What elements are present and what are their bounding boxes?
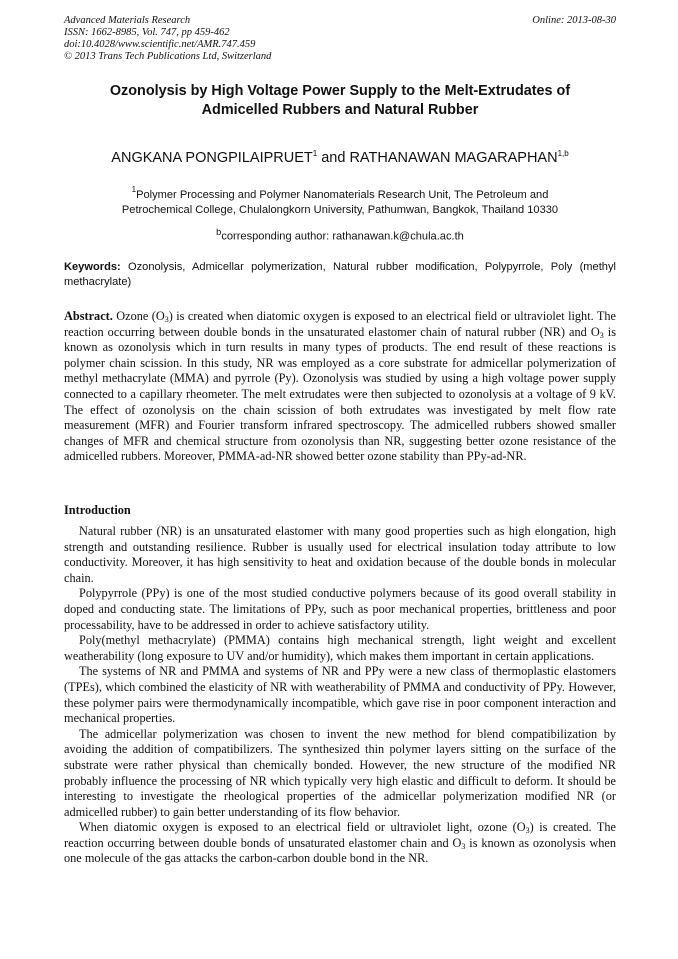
intro-paragraph-3: Poly(methyl methacrylate) (PMMA) contains high mechanical strength, light weight and excellent weatherability (long exposure to UV and/or humidity), which makes them important in certain applications. <box>64 633 616 663</box>
intro-paragraph-1: Natural rubber (NR) is an unsaturated elastomer with many good properties such as high elongation, high strength and outstanding resilience. Rubber is usually used for electrical insulation today attribute to low conductivity. Moreover, it has high sensitivity to heat and oxidation because of the double bonds in molecular chain. <box>64 524 616 585</box>
keywords-label: Keywords: <box>64 261 121 273</box>
author-1-affiliation-mark: 1 <box>312 149 318 158</box>
copyright-line: © 2013 Trans Tech Publications Ltd, Switzerland <box>64 51 272 62</box>
issn-line: ISSN: 1662-8985, Vol. 747, pp 459-462 <box>64 27 230 38</box>
online-date: Online: 2013-08-30 <box>532 15 616 26</box>
introduction-body <box>64 524 616 867</box>
keywords <box>64 260 616 290</box>
affiliation <box>64 185 616 218</box>
affiliation-line-1: $^1$Polymer Processing and Polymer Nanomaterials Research Unit, The Petroleum and <box>131 185 549 201</box>
author-1: ANGKANA PONGPILAIPRUET <box>111 150 313 166</box>
keywords-text: Ozonolysis, Admicellar polymerization, Natural rubber modification, Polypyrrole, Poly (methyl methacrylate) <box>64 261 616 288</box>
affiliation-line-2: Petrochemical College, Chulalongkorn University, Pathumwan, Bangkok, Thailand 10330 <box>121 204 559 216</box>
corresponding-mark: b <box>216 227 222 237</box>
corresponding-author <box>64 225 616 245</box>
affiliation-mark: 1 <box>131 185 137 194</box>
author-conjunction: and <box>317 150 350 166</box>
abstract: Abstract. Ozone $(O_3)$ is created when diatomic oxygen is exposed to an electrical field or ultraviolet light. The reaction occurring between double bonds in the unsaturated elastomer chain of natural rubber (NR) and $O_3$ is known as ozonolysis which in turn results in many types of products. The end result of these reactions is polymer chain scission. In this study, NR was employed as a core substrate for admicellar polymerization of methyl methacrylate (MMA) and pyrrole (Py). Ozonolysis was studied by using a high voltage power supply connected to a capillary rheometer. The melt extrudates were then subjected to ozonolysis at a voltage of 9 kV. The effect of ozonolysis on the chain scission of both extrudates was investigated by melt flow rate measurement (MFR) and Fourier transform infrared spectroscopy. The admicelled rubbers showed smaller changes of MFR and chemical structure from ozonolysis than NR, suggesting better ozone resistance of the admicelled rubbers. Moreover, PMMA-ad-NR showed better ozone stability than PPy-ad-NR. <box>64 309 616 464</box>
corresponding-email: corresponding author: rathanawan.k@chula.ac.th <box>221 230 464 243</box>
author-2-affiliation-mark: 1,b <box>557 149 569 158</box>
journal-name: Advanced Materials Research <box>64 15 191 26</box>
title-line-2: Admicelled Rubbers and Natural Rubber <box>201 102 479 118</box>
running-header <box>64 15 616 63</box>
intro-paragraph-5: The admicellar polymerization was chosen to invent the new method for blend compatibilization by avoiding the addition of compatibilizers. The synthesized thin polymer layers sitting on the surface of the substrate were rather physical than chemically bonded. However, the new structure of the modified NR probably influence the processing of NR which typically very high elastic and difficult to deform. It should be interesting to investigate the rheological properties of the admicellar polymerization modified NR (or admicelled rubber) to gain better understanding of its flow behavior. <box>64 726 616 819</box>
intro-paragraph-4: The systems of NR and PMMA and systems of NR and PPy were a new class of thermoplastic elastomers (TPEs), which combined the elasticity of NR with weatherability of PMMA and conductivity of PPy. However, these polymer pairs were thermodynamically incompatible, which gave rise in poor component interaction and mechanical properties. <box>64 664 616 726</box>
intro-paragraph-6: When diatomic oxygen is exposed to an electrical field or ultraviolet light, ozone $(O_3)$ is created. The reaction occurring between double bonds of unsaturated elastomer chain and $O_3$ is known as ozonolysis when one molecule of the gas attacks the carbon-carbon double bond in the NR. <box>64 820 617 866</box>
abstract-label: Abstract. <box>64 309 113 323</box>
author-2: RATHANAWAN MAGARAPHAN <box>349 150 558 166</box>
section-heading-introduction: Introduction <box>64 503 131 517</box>
title-line-1: Ozonolysis by High Voltage Power Supply to the Melt-Extrudates of <box>109 83 571 99</box>
doi-line: doi:10.4028/www.scientific.net/AMR.747.459 <box>64 39 256 50</box>
paper-title <box>64 82 616 120</box>
intro-paragraph-2: Polypyrrole (PPy) is one of the most studied conductive polymers because of its good overall stability in doped and conducting state. The limitations of PPy, such as poor mechanical properties, brittleness and poor processability, have to be addressed in order to achieve satisfactory utility. <box>64 586 616 632</box>
author-list <box>64 149 616 167</box>
